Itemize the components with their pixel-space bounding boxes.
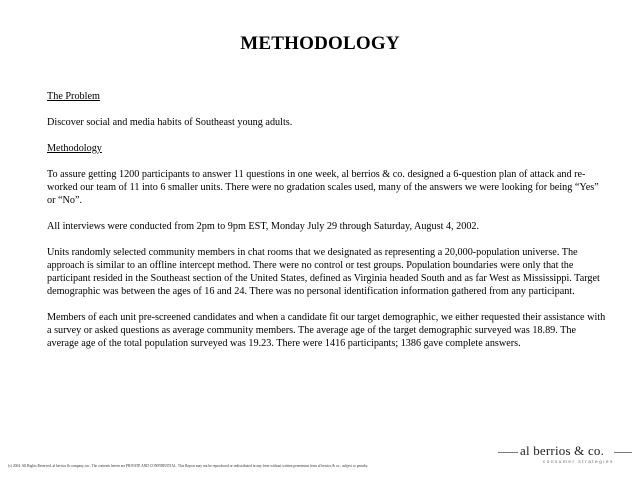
copyright-footer: (c) 2004. All Rights Reserved. al berrios & company, inc. The contents herein are PRIVATE AND CONFIDENTIAL. This Report may not be reproduced or redistributed in any form without written permission from al berrios & co., subject to penalty.	[8, 464, 369, 468]
methodology-paragraph-4: Members of each unit pre-screened candidates and when a candidate fit our target demographic, we either requested their assistance with a survey or asked questions as average community members. The average age of the target demographic surveyed was 18.89. The average age of the total population surveyed was 19.23. There were 1416 participants; 1386 gave complete answers.	[47, 312, 606, 349]
methodology-heading: Methodology	[47, 143, 102, 154]
logo-name: al berrios & co.	[520, 443, 605, 458]
problem-text: Discover social and media habits of Southeast young adults.	[47, 117, 293, 128]
methodology-paragraph-1: To assure getting 1200 participants to answer 11 questions in one week, al berrios & co. designed a 6-question plan of attack and re-worked our team of 11 into 6 smaller units. There were no gradation scales used, many of the answers we were looking for being “Yes” or “No”.	[47, 169, 599, 206]
logo-rule-right	[614, 452, 632, 453]
logo-tagline: consumer strategies	[543, 459, 614, 464]
logo-rule-left	[498, 452, 518, 453]
page-title: METHODOLOGY	[240, 33, 400, 54]
methodology-paragraph-2: All interviews were conducted from 2pm to 9pm EST, Monday July 29 through Saturday, August 4, 2002.	[47, 221, 480, 232]
content-body	[47, 90, 607, 350]
methodology-paragraph-3: Units randomly selected community members in chat rooms that we designated as representing a 20,000-population universe. The approach is similar to an offline intercept method. There were no control or test groups. Population boundaries were only that the participant resided in the Southeast section of the United States, defined as Virginia headed South and as far West as Mississippi. Target demographic was between the ages of 16 and 24. There was no personal identification information gathered from any participant.	[47, 247, 600, 297]
problem-heading: The Problem	[47, 91, 100, 102]
